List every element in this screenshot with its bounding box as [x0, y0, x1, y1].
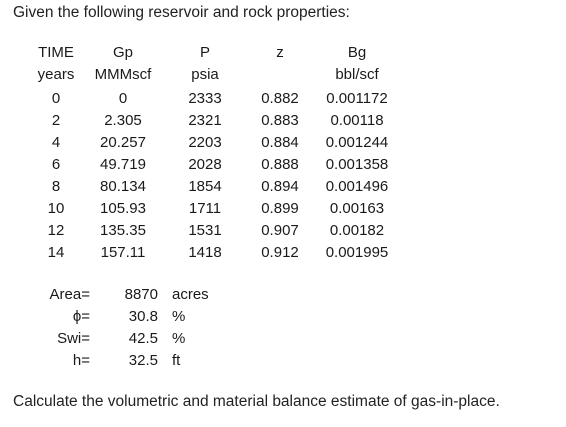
- table-units-row: [0, 64, 420, 86]
- table-cell-gp: 20.257: [100, 134, 146, 151]
- intro-text: Given the following reservoir and rock properties:: [13, 4, 350, 21]
- table-cell-time: 6: [51, 156, 61, 173]
- table-cell-bg: 0.001358: [325, 156, 389, 173]
- property-label: ϕ=: [72, 308, 90, 325]
- table-row: [0, 176, 420, 198]
- table-row: [0, 242, 420, 264]
- table-cell-gp: 2.305: [104, 112, 142, 129]
- table-row: [0, 220, 420, 242]
- property-label: h=: [72, 352, 90, 369]
- property-value: 30.8: [128, 308, 158, 325]
- property-label: Swi=: [57, 330, 90, 347]
- table-cell-time: 14: [47, 244, 65, 261]
- property-label: Area=: [49, 286, 90, 303]
- table-cell-bg: 0.00118: [330, 112, 384, 129]
- table-cell-p: 2333: [188, 90, 222, 107]
- property-value: 8870: [124, 286, 158, 303]
- table-cell-z: 0.912: [261, 244, 299, 261]
- header-z: z: [276, 44, 284, 61]
- table-cell-z: 0.882: [261, 90, 299, 107]
- property-row: [0, 306, 260, 328]
- table-cell-bg: 0.00163: [329, 200, 385, 217]
- property-unit: %: [172, 308, 186, 325]
- table-cell-gp: 135.35: [100, 222, 146, 239]
- table-cell-gp: 80.134: [100, 178, 146, 195]
- property-row: [0, 328, 260, 350]
- table-row: [0, 110, 420, 132]
- table-cell-bg: 0.001496: [325, 178, 389, 195]
- header-gp: Gp: [112, 44, 133, 61]
- table-cell-time: 0: [51, 90, 61, 107]
- table-cell-time: 8: [51, 178, 61, 195]
- table-cell-p: 1711: [188, 200, 222, 217]
- table-cell-z: 0.894: [261, 178, 299, 195]
- question-text: Calculate the volumetric and material balance estimate of gas-in-place.: [13, 393, 500, 410]
- table-cell-p: 1531: [188, 222, 222, 239]
- table-cell-p: 2028: [188, 156, 222, 173]
- table-cell-z: 0.899: [261, 200, 299, 217]
- table-row: [0, 198, 420, 220]
- table-cell-z: 0.888: [261, 156, 299, 173]
- unit-bg: bbl/scf: [335, 66, 379, 83]
- table-cell-bg: 0.001244: [325, 134, 389, 151]
- table-header-row: [0, 42, 420, 64]
- unit-p: psia: [191, 66, 219, 83]
- property-row: [0, 284, 260, 306]
- header-p: P: [199, 44, 210, 61]
- table-cell-time: 12: [47, 222, 65, 239]
- property-unit: ft: [172, 352, 181, 369]
- table-cell-gp: 49.719: [100, 156, 146, 173]
- table-row: [0, 88, 420, 110]
- table-cell-bg: 0.00182: [329, 222, 385, 239]
- table-row: [0, 154, 420, 176]
- unit-gp: MMMscf: [94, 66, 152, 83]
- property-value: 42.5: [128, 330, 158, 347]
- table-cell-time: 10: [47, 200, 65, 217]
- table-cell-gp: 0: [118, 90, 128, 107]
- table-cell-p: 1418: [188, 244, 222, 261]
- table-cell-p: 1854: [188, 178, 222, 195]
- property-unit: %: [172, 330, 186, 347]
- table-cell-gp: 105.93: [100, 200, 146, 217]
- table-cell-time: 2: [51, 112, 61, 129]
- property-unit: acres: [172, 286, 209, 303]
- table-cell-gp: 157.11: [100, 244, 146, 261]
- header-time: TIME: [38, 44, 74, 61]
- table-cell-p: 2321: [188, 112, 222, 129]
- table-cell-p: 2203: [188, 134, 222, 151]
- table-cell-z: 0.907: [261, 222, 299, 239]
- unit-time: years: [37, 66, 75, 83]
- table-cell-bg: 0.001995: [325, 244, 389, 261]
- property-row: [0, 350, 260, 372]
- property-value: 32.5: [128, 352, 158, 369]
- table-cell-bg: 0.001172: [326, 90, 388, 107]
- header-bg: Bg: [347, 44, 367, 61]
- table-cell-time: 4: [51, 134, 61, 151]
- table-cell-z: 0.883: [261, 112, 299, 129]
- table-row: [0, 132, 420, 154]
- table-cell-z: 0.884: [261, 134, 299, 151]
